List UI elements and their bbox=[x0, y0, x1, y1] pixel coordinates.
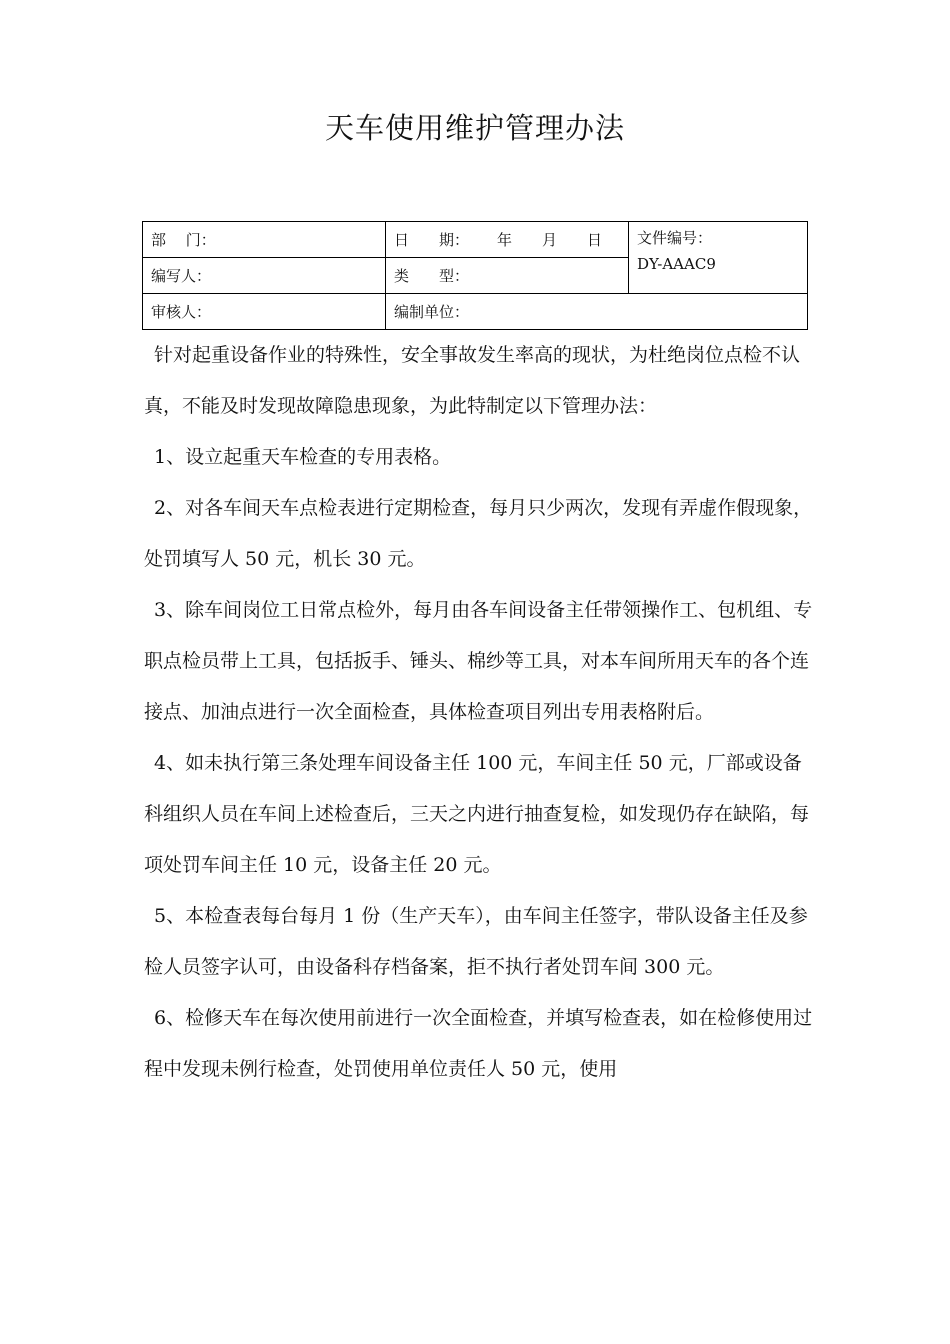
unit-cell bbox=[386, 294, 808, 330]
file-number-cell bbox=[629, 222, 808, 294]
meta-row-1 bbox=[143, 222, 808, 258]
meta-row-3 bbox=[143, 294, 808, 330]
writer-cell bbox=[143, 258, 386, 294]
file-number-label: 文件编号： bbox=[637, 229, 713, 247]
date-cell bbox=[386, 222, 629, 258]
unit-label: 编制单位： bbox=[394, 303, 470, 321]
reviewer-label: 审核人： bbox=[151, 303, 212, 321]
document-meta-table bbox=[142, 221, 808, 330]
paragraph-intro: 针对起重设备作业的特殊性，安全事故发生率高的现状，为杜绝岗位点检不认真，不能及时发现故障隐患现象，为此特制定以下管理办法： bbox=[144, 344, 801, 417]
type-cell bbox=[386, 258, 629, 294]
paragraph-item-3: 3、除车间岗位工日常点检外，每月由各车间设备主任带领操作工、包机组、专职点检员带上工具，包括扳手、锤头、棉纱等工具，对本车间所用天车的各个连接点、加油点进行一次全面检查，具体检查项目列出专用表格附后。 bbox=[144, 599, 813, 723]
department-cell bbox=[143, 222, 386, 258]
paragraph-item-1: 1、设立起重天车检查的专用表格。 bbox=[154, 446, 452, 468]
paragraph-item-4: 4、如未执行第三条处理车间设备主任 100 元，车间主任 50 元，厂部或设备科组织人员在车间上述检查后，三天之内进行抽查复检，如发现仍存在缺陷，每项处罚车间主任 10 元，设备主任 20 元。 bbox=[144, 752, 810, 876]
document-title: 天车使用维护管理办法 bbox=[324, 111, 625, 145]
date-label: 日 期： bbox=[394, 231, 470, 249]
paragraph-item-6: 6、检修天车在每次使用前进行一次全面检查，并填写检查表，如在检修使用过程中发现未例行检查，处罚使用单位责任人 50 元，使用 bbox=[144, 1007, 813, 1080]
type-label: 类 型： bbox=[394, 267, 470, 285]
paragraph-item-5: 5、本检查表每台每月 1 份（生产天车），由车间主任签字，带队设备主任及参检人员签字认可，由设备科存档备案，拒不执行者处罚车间 300 元。 bbox=[144, 905, 808, 978]
document-body bbox=[144, 330, 814, 1095]
reviewer-cell bbox=[143, 294, 386, 330]
file-number-value: DY-AAAC9 bbox=[637, 255, 716, 273]
writer-label: 编写人： bbox=[151, 267, 212, 285]
department-label: 部 门： bbox=[151, 231, 216, 249]
paragraph-item-2: 2、对各车间天车点检表进行定期检查，每月只少两次，发现有弄虚作假现象，处罚填写人 50 元，机长 30 元。 bbox=[144, 497, 813, 570]
date-fill: 年 月 日 bbox=[497, 231, 603, 249]
